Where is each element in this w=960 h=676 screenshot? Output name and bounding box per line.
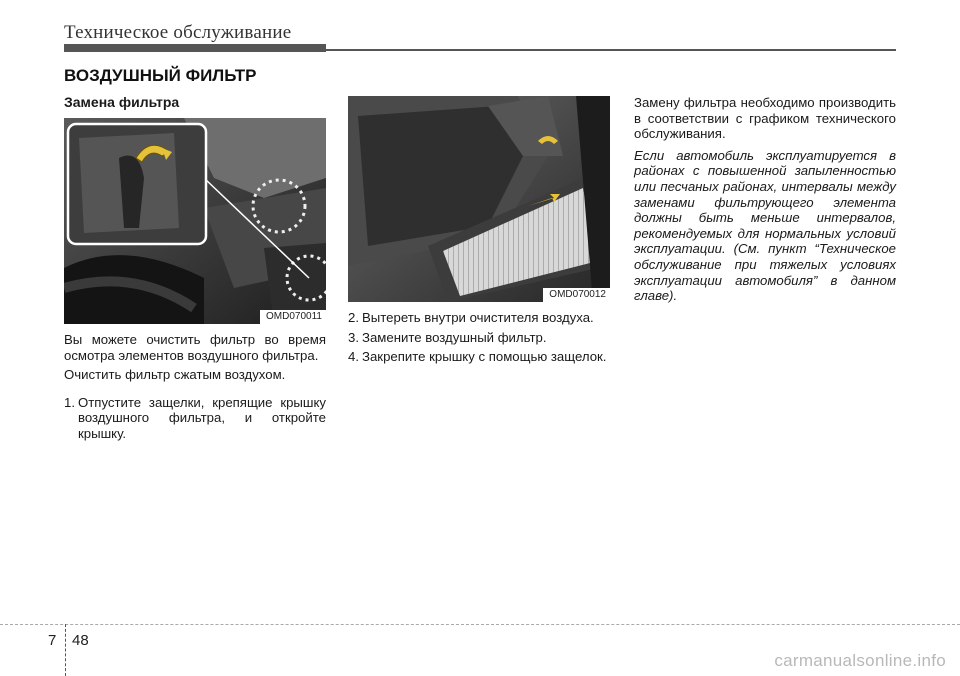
step-number: 4. [348,349,359,365]
air-filter-illustration [348,96,610,302]
chapter-number: 7 [48,632,57,649]
paragraph: Очистить фильтр сжатым воздухом. [64,367,286,383]
step-text: Замените воздушный фильтр. [362,329,547,345]
step-number: 2. [348,310,359,325]
step-1 [64,395,326,442]
subtitle: Замена фильтра [64,94,180,110]
step-number: 3. [348,329,359,345]
step-text: Закрепите крышку с помощью защелок. [362,349,607,365]
step-text: Отпустите защелки, крепящие крышку воздушного фильтра, и откройте крышку. [78,394,326,441]
watermark: carmanualsonline.info [774,651,946,670]
step-text: Вытереть внутри очистителя воздуха. [362,310,594,325]
engine-bay-photo-1 [64,118,326,324]
header-rule [326,49,896,51]
step-3 [348,330,610,346]
image-caption: OMD070012 [543,288,610,302]
page-number [48,632,89,649]
page-number-value: 48 [72,632,89,649]
column-3-text [634,95,896,304]
paragraph: Замену фильтра необходимо производить в соответствии с графиком технического обслуживания. [634,95,896,142]
column-2-text [348,308,610,365]
step-number: 1. [64,394,75,410]
header-bar [64,44,326,52]
column-1 [64,95,326,111]
step-2 [348,310,610,326]
engine-bay-illustration-1 [64,118,326,324]
step-4 [348,349,610,365]
italic-note: Если автомобиль эксплуатируется в районах с повышенной запыленностью или песчаных районах, интервалы между заменами фильтрующего элемента должны быть меньше интервалов, рекомендуемых для нормальных условий эксплуатации. (См. пункт “Техническое обслуживание при тяжелых условиях эксплуатации автомобиля” в данном главе). [634,147,896,304]
column-1-text [64,332,326,442]
paragraph: Вы можете очистить фильтр во время осмотра элементов воздушного фильтра. [64,332,326,363]
footer-rule [0,624,960,625]
page-header-title: Техническое обслуживание [64,22,292,43]
engine-bay-photo-2 [348,96,610,302]
section-title: ВОЗДУШНЫЙ ФИЛЬТР [64,66,257,85]
image-caption: OMD070011 [260,310,326,324]
